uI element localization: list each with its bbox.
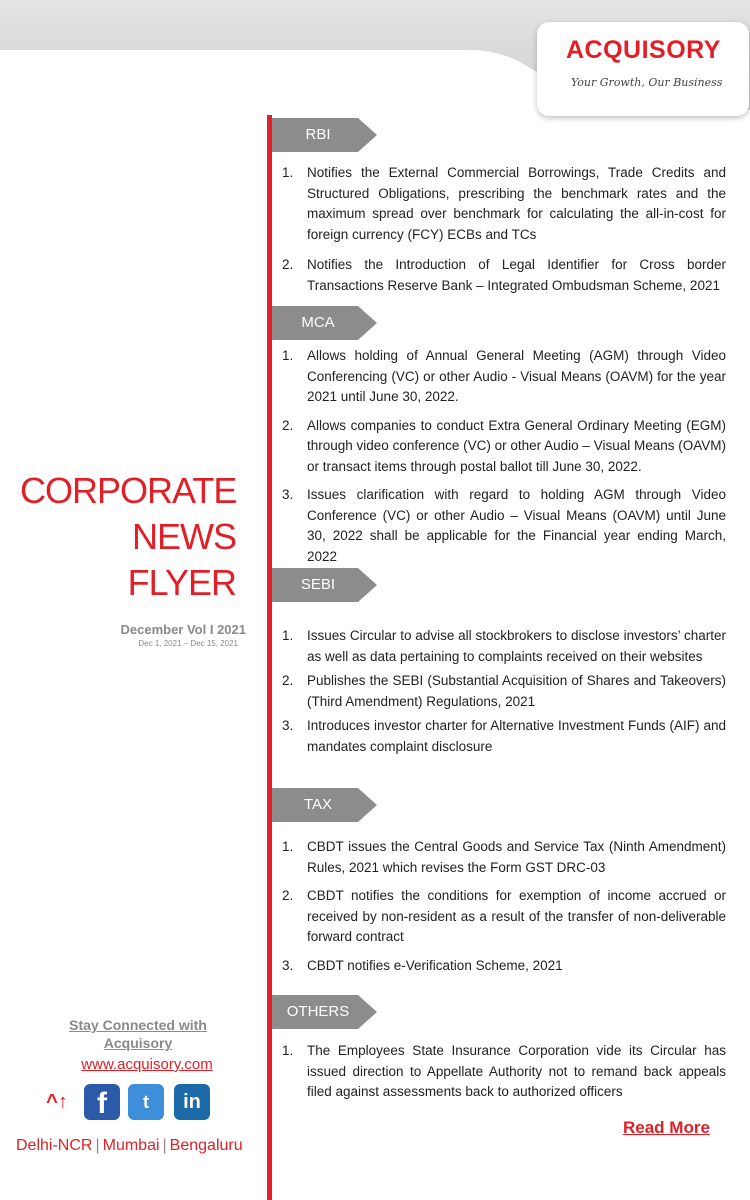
list-item: 3. Issues clarification with regard to holding AGM through Video Conference (VC) or other Audio – Visual Means (OAVM) until June 30, 2022 shall be applicable for the Financial year ending March, 2022 (282, 487, 726, 564)
mca-list (282, 346, 726, 567)
city-delhi: Delhi-NCR (16, 1137, 93, 1154)
list-item: 1. Notifies the External Commercial Borrowings, Trade Credits and Structured Obligations, prescribing the benchmark rates and the maximum spread over benchmark for calculating the all-in-cost for foreign currency (FCY) ECBs and TCs (282, 165, 726, 242)
tab-label: MCA (301, 314, 335, 331)
tab-sebi (272, 568, 377, 602)
volume-label: December Vol I 2021 (120, 622, 246, 637)
logo-tagline: Your Growth, Our Business (571, 76, 723, 89)
city-separator: | (162, 1137, 167, 1154)
title-line-2: NEWS (132, 516, 236, 557)
tab-others (272, 995, 377, 1029)
date-range: Dec 1, 2021 – Dec 15, 2021 (138, 639, 238, 648)
tab-rbi (272, 118, 377, 152)
linkedin-icon[interactable]: in (174, 1084, 210, 1120)
list-item: 3. Introduces investor charter for Alternative Investment Funds (AIF) and mandates complaint disclosure (282, 718, 726, 754)
title-line-1: CORPORATE (20, 470, 237, 511)
twitter-icon[interactable]: t (128, 1084, 164, 1120)
tab-label: RBI (305, 126, 331, 143)
website-link[interactable]: www.acquisory.com (81, 1056, 213, 1073)
list-item: 1. CBDT issues the Central Goods and Service Tax (Ninth Amendment) Rules, 2021 which revises the Form GST DRC-03 (282, 839, 726, 875)
city-mumbai: Mumbai (102, 1137, 160, 1154)
flyer-title (20, 468, 236, 606)
read-more-link[interactable]: Read More (623, 1118, 710, 1137)
divider-line (267, 115, 272, 1200)
tab-label: OTHERS (286, 1003, 350, 1020)
stay-connected-link[interactable]: Stay Connected with Acquisory (69, 1017, 207, 1051)
city-list (16, 1137, 243, 1155)
list-item: 1. Allows holding of Annual General Meeting (AGM) through Video Conferencing (VC) or other Audio - Visual Means (OAVM) for the year 2021 until June 30, 2022. (282, 348, 726, 404)
company-logo[interactable] (537, 22, 749, 116)
social-icons (46, 1084, 226, 1124)
list-item: 2. Publishes the SEBI (Substantial Acquisition of Shares and Takeovers) (Third Amendment) Regulations, 2021 (282, 673, 726, 709)
list-item: 2. Notifies the Introduction of Legal Identifier for Cross border Transactions Reserve Bank – Integrated Ombudsman Scheme, 2021 (282, 257, 726, 293)
city-separator: | (95, 1137, 100, 1154)
list-item: 1. Issues Circular to advise all stockbrokers to disclose investors’ charter as well as data pertaining to complaints received on their websites (282, 628, 726, 664)
list-item: 2. Allows companies to conduct Extra General Ordinary Meeting (EGM) through video conference (VC) or other Audio – Visual Means (OAVM) or transact items through postal ballot till June 30, 2022. (282, 417, 726, 474)
tab-tax (272, 788, 377, 822)
others-list (282, 1041, 726, 1103)
tab-mca (272, 306, 377, 340)
facebook-icon[interactable]: f (84, 1084, 120, 1120)
city-bengaluru: Bengaluru (169, 1137, 243, 1154)
logo-text: ACQUISORY (566, 36, 721, 64)
list-item: 2. CBDT notifies the conditions for exemption of income accrued or received by non-resident as a result of the transfer of non-deliverable forward contract (282, 888, 726, 944)
tax-list (282, 837, 726, 976)
tab-label: TAX (303, 796, 333, 813)
list-item: 1. The Employees State Insurance Corporation vide its Circular has issued direction to Appellate Authority not to remand back appeals filed against assessments back to authorized officers (282, 1043, 726, 1099)
acquisory-icon[interactable]: ^↑ (46, 1091, 68, 1113)
sebi-list (282, 626, 726, 757)
tab-label: SEBI (300, 576, 336, 593)
title-line-3: FLYER (127, 562, 236, 603)
list-item: 3. CBDT notifies e-Verification Scheme, 2021 (282, 957, 563, 973)
rbi-list (282, 163, 726, 296)
